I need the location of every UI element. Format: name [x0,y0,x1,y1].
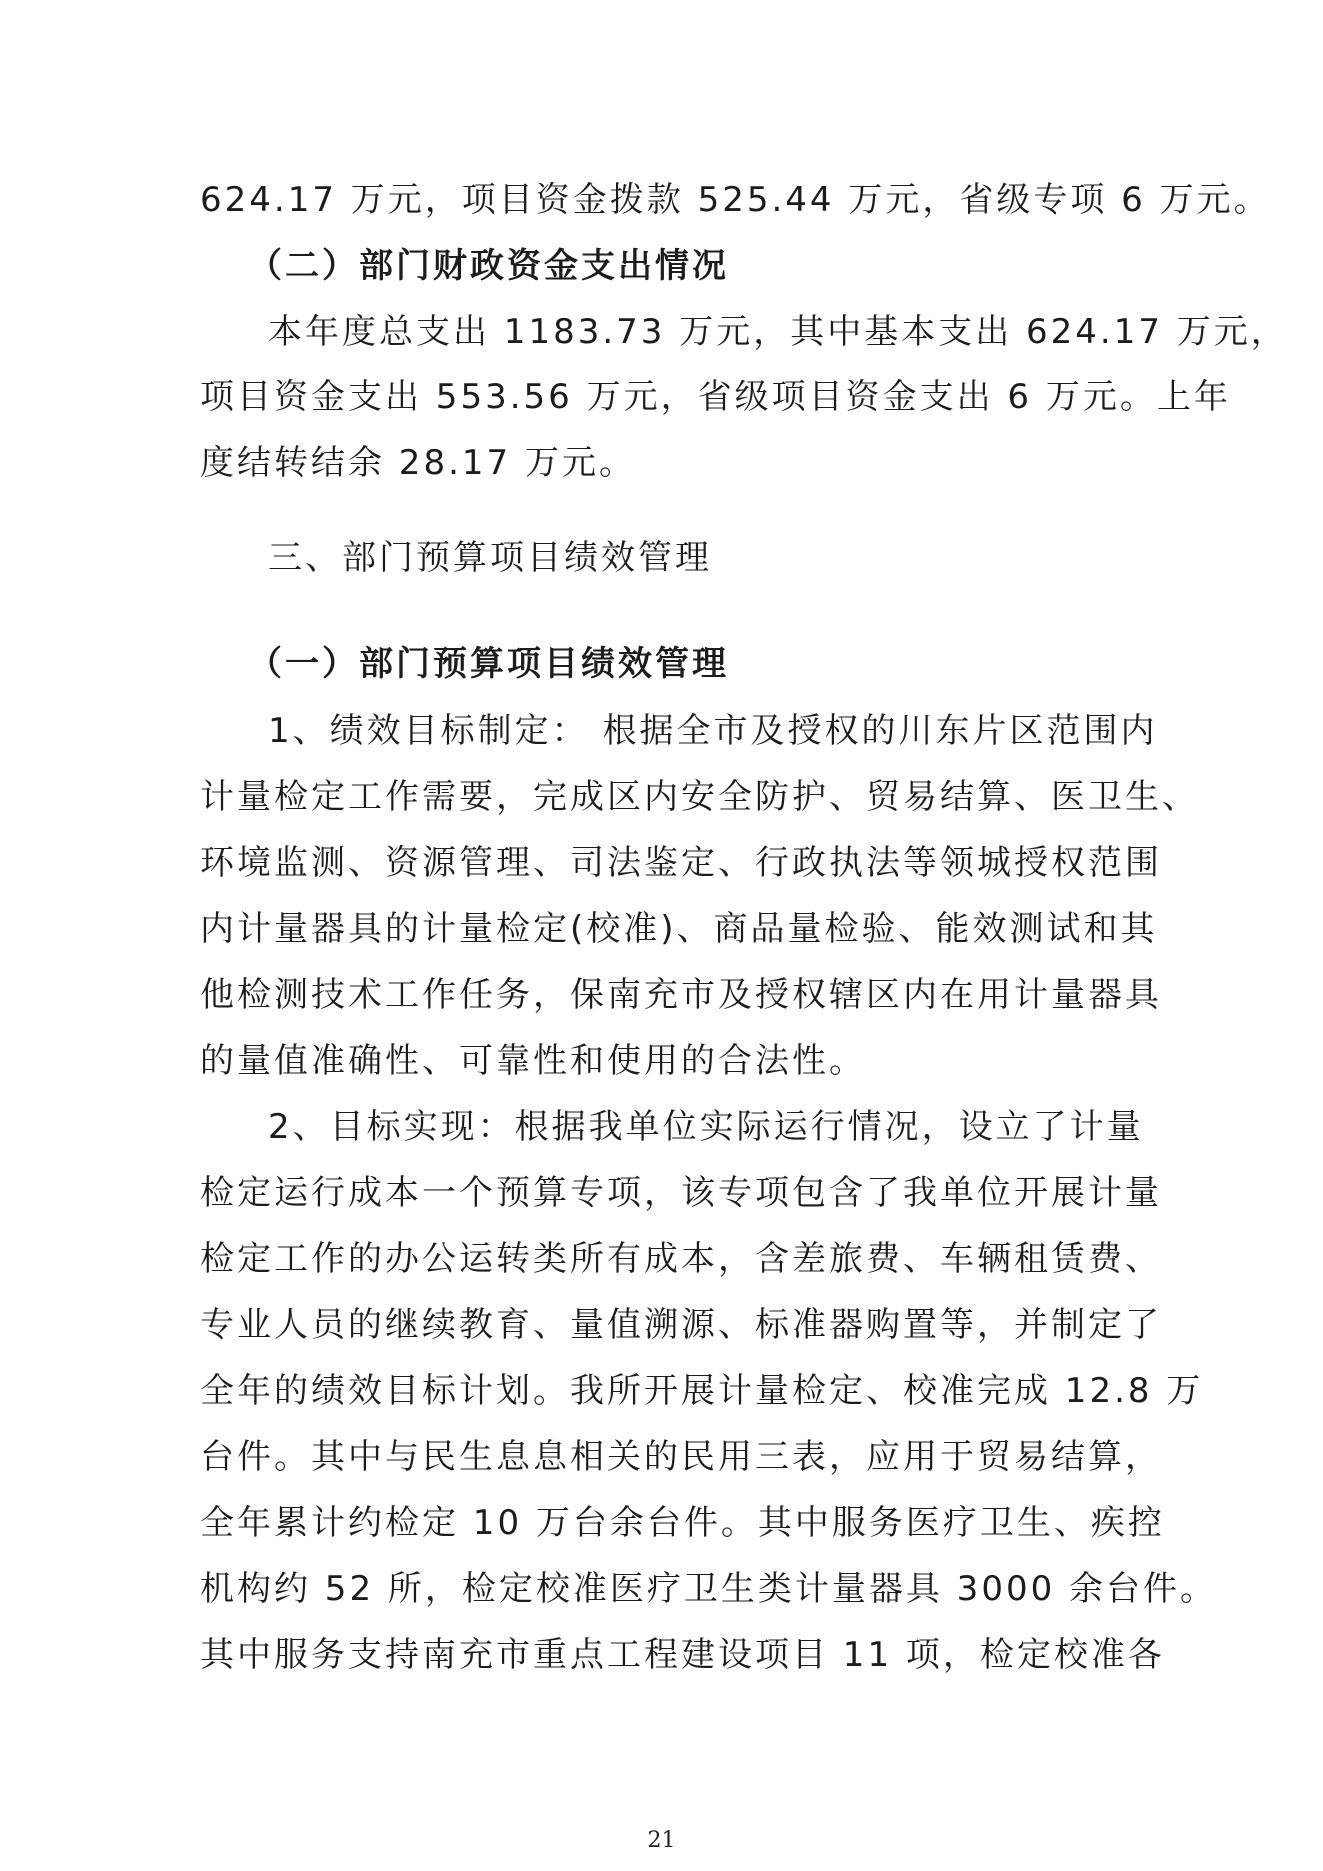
body-line: 检定运行成本一个预算专项，该专项包含了我单位开展计量 [200,1173,1162,1213]
body-line: 其中服务支持南充市重点工程建设项目 11 项，检定校准各 [200,1635,1165,1675]
body-line: 机构约 52 所，检定校准医疗卫生类计量器具 3000 余台件。 [200,1569,1218,1609]
body-line: 624.17 万元，项目资金拨款 525.44 万元，省级专项 6 万元。 [200,180,1271,220]
subheading: （一）部门预算项目绩效管理 [248,644,729,684]
body-line: 环境监测、资源管理、司法鉴定、行政执法等领城授权范围 [200,843,1162,883]
body-line: 度结转结余 28.17 万元。 [200,443,636,483]
body-line: 计量检定工作需要，完成区内安全防护、贸易结算、医卫生、 [200,777,1199,817]
paragraph-start: 本年度总支出 1183.73 万元，其中基本支出 624.17 万元， [268,312,1288,352]
page-number: 21 [647,1828,676,1853]
body-line: 项目资金支出 553.56 万元，省级项目资金支出 6 万元。上年 [200,377,1231,417]
body-line: 全年的绩效目标计划。我所开展计量检定、校准完成 12.8 万 [200,1371,1204,1411]
body-line: 的量值准确性、可靠性和使用的合法性。 [200,1041,866,1081]
paragraph-start: 1、绩效目标制定： 根据全市及授权的川东片区范围内 [268,711,1158,751]
body-line: 专业人员的继续教育、量值溯源、标准器购置等，并制定了 [200,1305,1162,1345]
body-line: 检定工作的办公运转类所有成本，含差旅费、车辆租赁费、 [200,1239,1162,1279]
paragraph-start: 2、目标实现：根据我单位实际运行情况，设立了计量 [268,1107,1144,1147]
body-line: 台件。其中与民生息息相关的民用三表，应用于贸易结算， [200,1437,1162,1477]
body-line: 全年累计约检定 10 万台余台件。其中服务医疗卫生、疾控 [200,1503,1165,1543]
body-line: 他检测技术工作任务，保南充市及授权辖区内在用计量器具 [200,975,1162,1015]
body-line: 内计量器具的计量检定(校准)、商品量检验、能效测试和其 [200,909,1158,949]
section-heading: 三、部门预算项目绩效管理 [268,538,712,578]
subheading: （二）部门财政资金支出情况 [248,246,729,286]
